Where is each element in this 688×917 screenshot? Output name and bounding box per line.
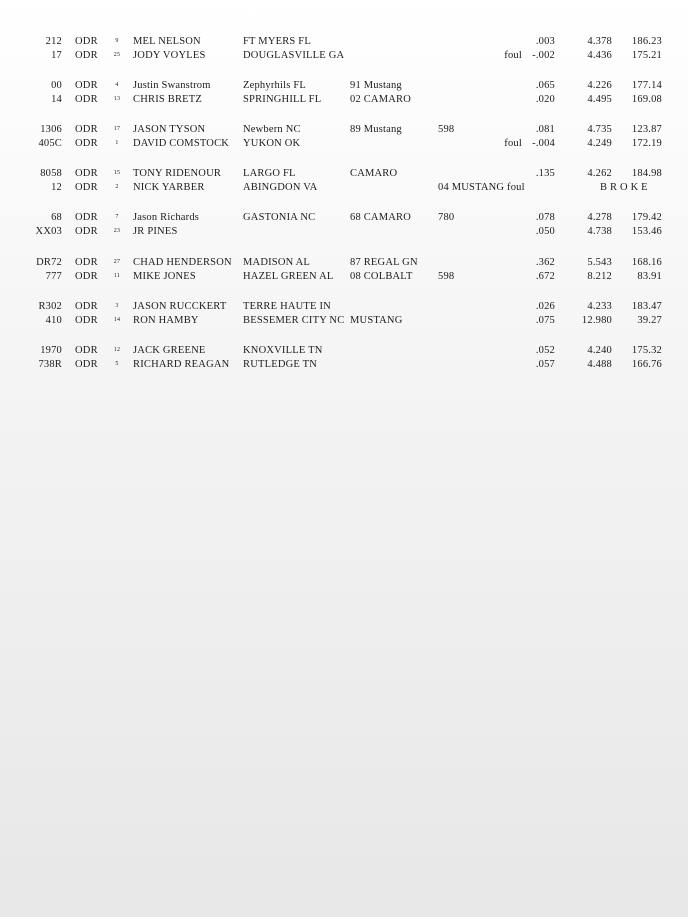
class: ODR bbox=[75, 359, 98, 370]
hometown: GASTONIA NC bbox=[243, 212, 316, 223]
car-model: 91 Mustang bbox=[350, 80, 402, 91]
lane-number: 7 bbox=[115, 214, 119, 220]
car-model-note: 04 MUSTANG foul bbox=[438, 182, 525, 193]
reaction-time: .026 bbox=[535, 301, 555, 312]
racer-row bbox=[0, 224, 688, 239]
elapsed-time: 12.980 bbox=[581, 315, 612, 326]
hometown: FT MYERS FL bbox=[243, 36, 311, 47]
car-number: 17 bbox=[51, 50, 62, 61]
elapsed-time: 4.738 bbox=[587, 226, 612, 237]
speed-mph: 175.32 bbox=[631, 345, 662, 356]
speed-mph: 186.23 bbox=[631, 36, 662, 47]
class: ODR bbox=[75, 315, 98, 326]
reaction-time: .078 bbox=[535, 212, 555, 223]
racer-row bbox=[0, 357, 688, 372]
driver-name: JODY VOYLES bbox=[133, 50, 206, 61]
reaction-time: .081 bbox=[535, 124, 555, 135]
race-pair bbox=[0, 77, 688, 109]
lane-number: 15 bbox=[113, 170, 121, 176]
car-model: 87 REGAL GN bbox=[350, 257, 418, 268]
lane-number: 17 bbox=[113, 126, 121, 132]
driver-name: MEL NELSON bbox=[133, 36, 201, 47]
car-number: R302 bbox=[38, 301, 62, 312]
car-number: XX03 bbox=[35, 226, 62, 237]
car-model: 89 Mustang bbox=[350, 124, 402, 135]
car-number: 410 bbox=[45, 315, 62, 326]
reaction-time: .065 bbox=[535, 80, 555, 91]
reaction-time: -.004 bbox=[532, 138, 555, 149]
class: ODR bbox=[75, 257, 98, 268]
lane-number: 9 bbox=[115, 38, 119, 44]
race-pair bbox=[0, 165, 688, 197]
reaction-time: .057 bbox=[535, 359, 555, 370]
reaction-time: -.002 bbox=[532, 50, 555, 61]
racer-row bbox=[0, 313, 688, 328]
hometown: BESSEMER CITY NC bbox=[243, 315, 345, 326]
reaction-time: .050 bbox=[535, 226, 555, 237]
class: ODR bbox=[75, 226, 98, 237]
hometown: SPRINGHILL FL bbox=[243, 94, 322, 105]
class: ODR bbox=[75, 138, 98, 149]
lane-number: 27 bbox=[113, 259, 121, 265]
speed-mph: 39.27 bbox=[637, 315, 662, 326]
car-model: MUSTANG bbox=[350, 315, 403, 326]
driver-name: Jason Richards bbox=[133, 212, 200, 223]
engine: 598 bbox=[438, 124, 455, 135]
elapsed-time: 4.495 bbox=[587, 94, 612, 105]
racer-row bbox=[0, 255, 688, 270]
racer-row bbox=[0, 48, 688, 63]
elapsed-time: 4.233 bbox=[587, 301, 612, 312]
race-pair bbox=[0, 342, 688, 374]
elapsed-time: 4.378 bbox=[587, 36, 612, 47]
elapsed-time: 4.436 bbox=[587, 50, 612, 61]
car-number: 00 bbox=[51, 80, 62, 91]
racer-row bbox=[0, 180, 688, 195]
lane-number: 25 bbox=[113, 52, 121, 58]
race-pair bbox=[0, 254, 688, 286]
speed-mph: 177.14 bbox=[631, 80, 662, 91]
reaction-time: .135 bbox=[535, 168, 555, 179]
hometown: ABINGDON VA bbox=[243, 182, 318, 193]
elapsed-time: 5.543 bbox=[587, 257, 612, 268]
driver-name: Justin Swanstrom bbox=[133, 80, 211, 91]
foul-note: foul bbox=[504, 138, 522, 149]
car-number: 738R bbox=[38, 359, 62, 370]
lane-number: 1 bbox=[115, 140, 119, 146]
class: ODR bbox=[75, 182, 98, 193]
lane-number: 12 bbox=[113, 347, 121, 353]
class: ODR bbox=[75, 50, 98, 61]
driver-name: JASON RUCCKERT bbox=[133, 301, 227, 312]
racer-row bbox=[0, 166, 688, 181]
class: ODR bbox=[75, 271, 98, 282]
speed-mph: 169.08 bbox=[631, 94, 662, 105]
lane-number: 14 bbox=[113, 317, 121, 323]
car-number: 405C bbox=[38, 138, 62, 149]
speed-mph: 184.98 bbox=[631, 168, 662, 179]
race-pair bbox=[0, 33, 688, 65]
racer-row bbox=[0, 122, 688, 137]
racer-row bbox=[0, 299, 688, 314]
driver-name: DAVID COMSTOCK bbox=[133, 138, 230, 149]
elapsed-time: 4.249 bbox=[587, 138, 612, 149]
car-number: 777 bbox=[45, 271, 62, 282]
car-number: 1306 bbox=[40, 124, 62, 135]
elapsed-time: 4.735 bbox=[587, 124, 612, 135]
elapsed-time: 4.240 bbox=[587, 345, 612, 356]
speed-mph: 166.76 bbox=[631, 359, 662, 370]
elapsed-time: 4.262 bbox=[587, 168, 612, 179]
race-pair bbox=[0, 121, 688, 153]
speed-mph: 175.21 bbox=[631, 50, 662, 61]
car-number: 8058 bbox=[40, 168, 62, 179]
reaction-time: .672 bbox=[535, 271, 555, 282]
racer-row bbox=[0, 210, 688, 225]
driver-name: TONY RIDENOUR bbox=[133, 168, 222, 179]
speed-mph: 183.47 bbox=[631, 301, 662, 312]
speed-mph: 179.42 bbox=[631, 212, 662, 223]
driver-name: CHRIS BRETZ bbox=[133, 94, 202, 105]
hometown: HAZEL GREEN AL bbox=[243, 271, 334, 282]
reaction-time: .362 bbox=[535, 257, 555, 268]
foul-note: foul bbox=[504, 50, 522, 61]
driver-name: RICHARD REAGAN bbox=[133, 359, 230, 370]
driver-name: NICK YARBER bbox=[133, 182, 205, 193]
lane-number: 23 bbox=[113, 228, 121, 234]
elapsed-time: 4.488 bbox=[587, 359, 612, 370]
elapsed-time: 4.226 bbox=[587, 80, 612, 91]
race-pair bbox=[0, 298, 688, 330]
car-number: 12 bbox=[51, 182, 62, 193]
speed-mph: 153.46 bbox=[631, 226, 662, 237]
racer-row bbox=[0, 92, 688, 107]
lane-number: 5 bbox=[115, 361, 119, 367]
lane-number: 4 bbox=[115, 82, 119, 88]
driver-name: JACK GREENE bbox=[133, 345, 206, 356]
hometown: Newbern NC bbox=[243, 124, 301, 135]
hometown: RUTLEDGE TN bbox=[243, 359, 318, 370]
car-number: 14 bbox=[51, 94, 62, 105]
reaction-time: .003 bbox=[535, 36, 555, 47]
racer-row bbox=[0, 78, 688, 93]
racer-row bbox=[0, 269, 688, 284]
racer-row bbox=[0, 343, 688, 358]
racer-row bbox=[0, 34, 688, 49]
class: ODR bbox=[75, 345, 98, 356]
hometown: KNOXVILLE TN bbox=[243, 345, 323, 356]
car-model: 02 CAMARO bbox=[350, 94, 412, 105]
lane-number: 2 bbox=[115, 184, 119, 190]
car-model: 08 COLBALT bbox=[350, 271, 413, 282]
elapsed-time: 8.212 bbox=[587, 271, 612, 282]
car-number: 68 bbox=[51, 212, 62, 223]
class: ODR bbox=[75, 80, 98, 91]
lane-number: 13 bbox=[113, 96, 121, 102]
car-number: 1970 bbox=[40, 345, 62, 356]
elapsed-time: 4.278 bbox=[587, 212, 612, 223]
class: ODR bbox=[75, 94, 98, 105]
driver-name: MIKE JONES bbox=[133, 271, 196, 282]
driver-name: CHAD HENDERSON bbox=[133, 257, 232, 268]
driver-name: RON HAMBY bbox=[133, 315, 199, 326]
reaction-time: .052 bbox=[535, 345, 555, 356]
hometown: LARGO FL bbox=[243, 168, 296, 179]
hometown: MADISON AL bbox=[243, 257, 311, 268]
car-model: 68 CAMARO bbox=[350, 212, 412, 223]
car-number: 212 bbox=[45, 36, 62, 47]
racer-row bbox=[0, 136, 688, 151]
engine: 780 bbox=[438, 212, 455, 223]
speed-mph: 83.91 bbox=[637, 271, 662, 282]
class: ODR bbox=[75, 168, 98, 179]
class: ODR bbox=[75, 36, 98, 47]
lane-number: 3 bbox=[115, 303, 119, 309]
speed-mph: 172.19 bbox=[631, 138, 662, 149]
hometown: YUKON OK bbox=[243, 138, 301, 149]
reaction-time: .075 bbox=[535, 315, 555, 326]
broke-status: BROKE bbox=[600, 182, 651, 193]
car-model: CAMARO bbox=[350, 168, 398, 179]
speed-mph: 168.16 bbox=[631, 257, 662, 268]
hometown: Zephyrhils FL bbox=[243, 80, 306, 91]
class: ODR bbox=[75, 124, 98, 135]
class: ODR bbox=[75, 212, 98, 223]
engine: 598 bbox=[438, 271, 455, 282]
driver-name: JR PINES bbox=[133, 226, 178, 237]
car-number: DR72 bbox=[36, 257, 62, 268]
driver-name: JASON TYSON bbox=[133, 124, 206, 135]
race-pair bbox=[0, 209, 688, 241]
hometown: TERRE HAUTE IN bbox=[243, 301, 331, 312]
class: ODR bbox=[75, 301, 98, 312]
reaction-time: .020 bbox=[535, 94, 555, 105]
lane-number: 11 bbox=[113, 273, 121, 279]
speed-mph: 123.87 bbox=[631, 124, 662, 135]
hometown: DOUGLASVILLE GA bbox=[243, 50, 345, 61]
